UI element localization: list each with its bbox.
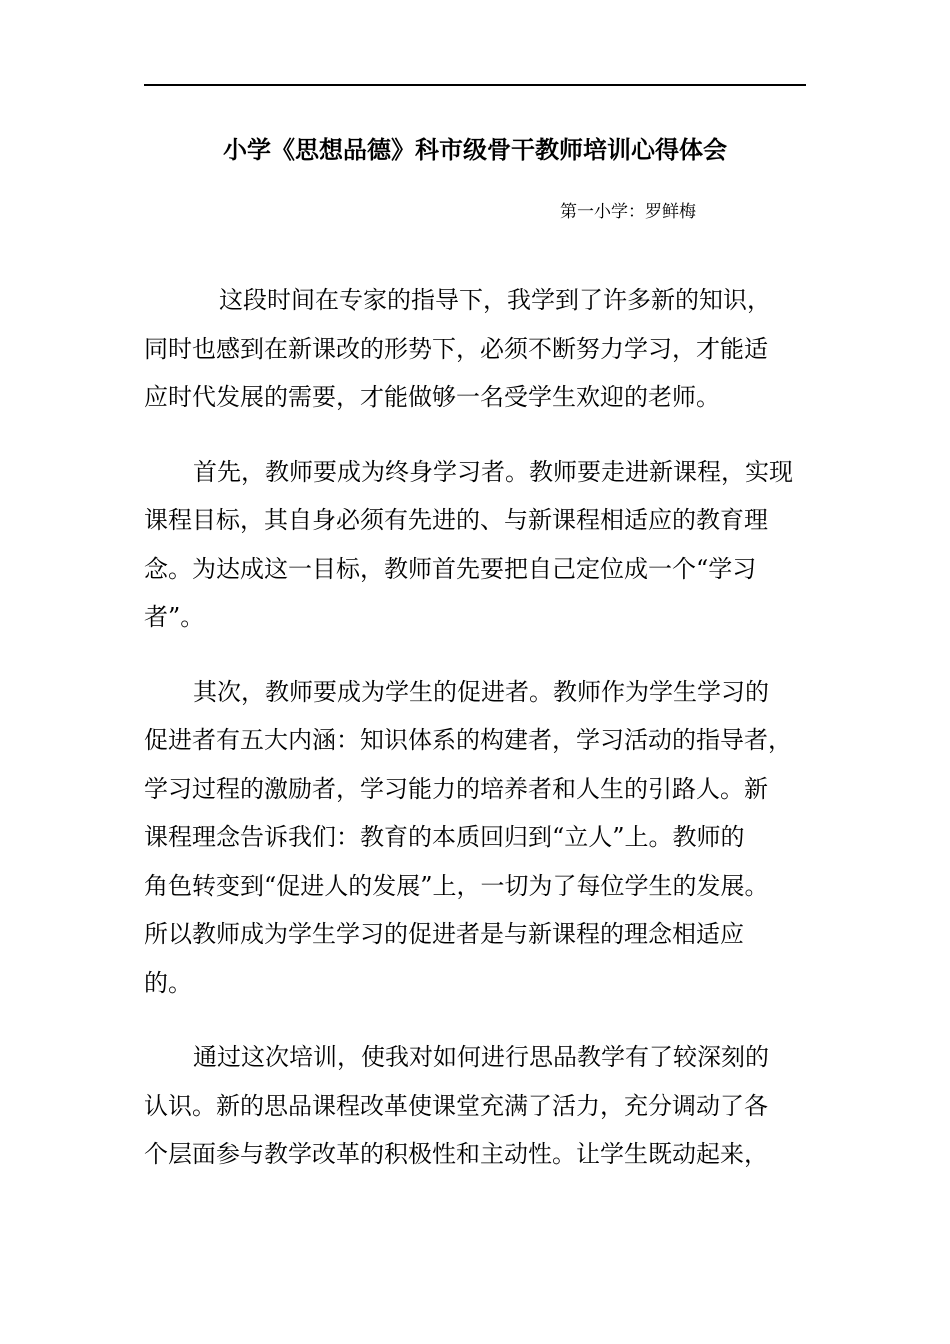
paragraph-line: 应时代发展的需要，才能做够一名受学生欢迎的老师。	[144, 383, 720, 411]
paragraph-line: 课程理念告诉我们：教育的本质回归到“立人”上。教师的	[144, 823, 745, 851]
paragraph-line: 的。	[144, 968, 192, 997]
paragraph-line: 念。为达成这一目标，教师首先要把自己定位成一个“学习	[144, 554, 757, 583]
paragraph-line: 首先，教师要成为终身学习者。教师要走进新课程，实现	[193, 457, 793, 486]
paragraph-line: 其次，教师要成为学生的促进者。教师作为学生学习的	[193, 677, 769, 706]
paragraph-line: 所以教师成为学生学习的促进者是与新课程的理念相适应	[144, 920, 744, 948]
paragraph-line: 同时也感到在新课改的形势下，必须不断努力学习，才能适	[144, 334, 768, 363]
paragraph-line: 角色转变到“促进人的发展”上，一切为了每位学生的发展。	[144, 871, 769, 900]
paragraph-line: 学习过程的激励者，学习能力的培养者和人生的引路人。新	[144, 774, 768, 803]
paragraph-1	[144, 276, 806, 422]
paragraph-line: 通过这次培训，使我对如何进行思品教学有了较深刻的	[193, 1043, 769, 1071]
paragraph-line: 促进者有五大内涵：知识体系的构建者，学习活动的指导者，	[144, 726, 792, 754]
paragraph-line: 这段时间在专家的指导下，我学到了许多新的知识，	[219, 286, 771, 314]
author-line: 第一小学：罗鲜梅	[560, 202, 696, 222]
paragraph-line: 者”。	[144, 603, 205, 631]
document-body	[144, 276, 806, 1205]
paragraph-4	[144, 1033, 806, 1179]
paragraph-2	[144, 448, 806, 642]
header-rule	[144, 84, 806, 86]
paragraph-line: 课程目标，其自身必须有先进的、与新课程相适应的教育理	[144, 506, 768, 534]
paragraph-line: 认识。新的思品课程改革使课堂充满了活力，充分调动了各	[144, 1091, 768, 1120]
paragraph-line: 个层面参与教学改革的积极性和主动性。让学生既动起来，	[144, 1140, 768, 1168]
document-title: 小学《思想品德》科市级骨干教师培训心得体会	[223, 135, 727, 164]
paragraph-3	[144, 668, 806, 1008]
